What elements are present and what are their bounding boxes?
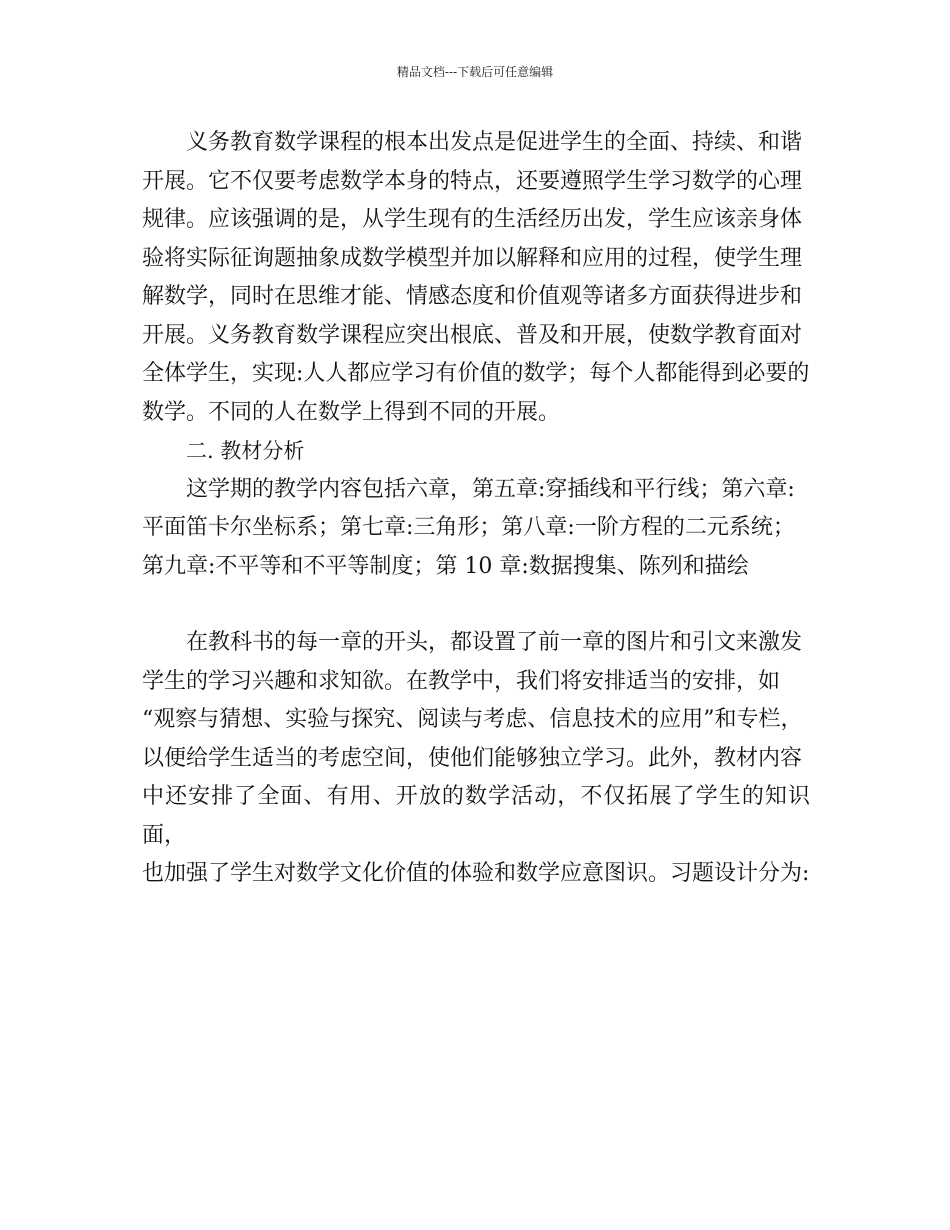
content-paragraph: 这学期的教学内容包括六章，第五章:穿插线和平行线；第六章: 平面笛卡尔坐标系；第七章:三角形；第八章:一阶方程的二元系统； 第九章:不平等和不平等制度；第 10 章:数据搜集、陈列和描绘: [142, 476, 795, 579]
intro-paragraph: 义务教育数学课程的根本出发点是促进学生的全面、持续、和谐 开展。它不仅要考虑数学本身的特点，还要遵照学生学习数学的心理 规律。应该强调的是，从学生现有的生活经历出发，学生应该亲身体 验将实际征询题抽象成数学模型并加以解释和应用的过程，使学生理 解数学，同时在思维才能、情感态度和价值观等诸多方面获得进步和 开展。义务教育数学课程应突出根底、普及和开展，使数学教育面对 全体学生，实现:人人都应学习有价值的数学；每个人都能得到必要的 数学。不同的人在数学上得到不同的开展。: [142, 130, 810, 425]
page-header: 精品文档---下载后可任意编辑: [396, 65, 554, 79]
paragraph-gap: [142, 586, 810, 624]
section-heading-textbook-analysis: 二. 教材分析: [186, 439, 305, 463]
textbook-paragraph: 在教科书的每一章的开头，都设置了前一章的图片和引文来激发 学生的学习兴趣和求知欲。在教学中，我们将安排适当的安排，如 “观察与猜想、实验与探究、阅读与考虑、信息技术的应用”和专栏， 以便给学生适当的考虑空间，使他们能够独立学习。此外，教材内容 中还安排了全面、有用、开放的数学活动，不仅拓展了学生的知识面， 也加强了学生对数学文化价值的体验和数学应意图识。习题设计分为:: [142, 630, 810, 886]
document-body: [142, 124, 810, 894]
